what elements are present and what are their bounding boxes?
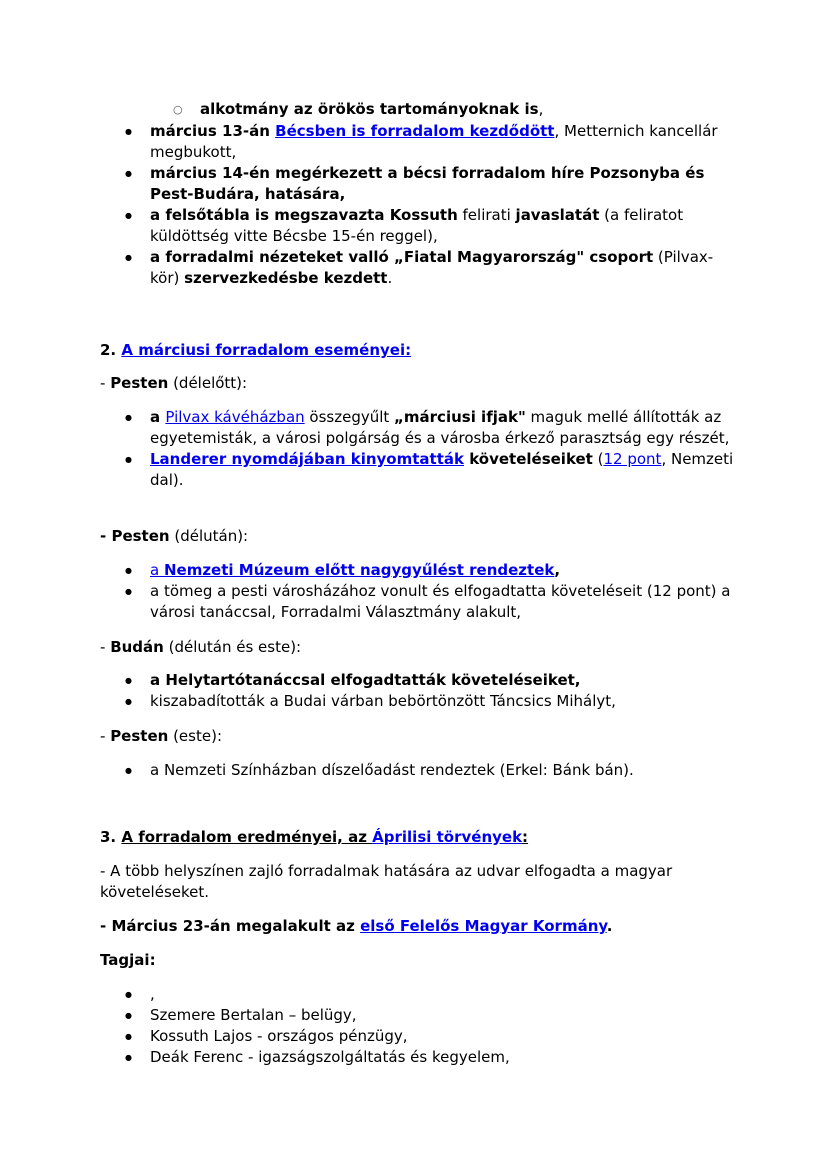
bullet-icon: ● [125, 587, 132, 596]
paragraph-government: - Március 23-án megalakult az első Felelős Magyar Kormány. [100, 917, 613, 935]
bullet-icon: ● [125, 455, 132, 464]
circle-bullet-icon: ○ [173, 103, 183, 116]
buda-label: - Budán (délután és este): [100, 638, 302, 656]
buda-list [125, 670, 740, 712]
members-list [125, 984, 740, 1068]
pest-afternoon-label: - Pesten (délután): [100, 527, 249, 545]
bullet-icon: ● [125, 676, 132, 685]
list-item: ● Landerer nyomdájában kinyomtatták követeléseiket (12 pont, Nemzeti dal). [125, 450, 734, 489]
list-item: ● a Helytartótanáccsal elfogadtatták követeléseiket, [125, 671, 581, 689]
list-item: ● , [125, 985, 155, 1003]
list-item: ● kiszabadították a Budai várban bebörtönzött Táncsics Mihályt, [125, 692, 616, 710]
list-item: ● Kossuth Lajos - országos pénzügy, [125, 1027, 408, 1045]
link-12-pont[interactable]: 12 pont [603, 450, 662, 468]
section-3-heading: 3. A forradalom eredményei, az Áprilisi törvények: [100, 828, 529, 846]
intro-list [125, 121, 740, 289]
bullet-icon: ● [125, 1011, 132, 1020]
paragraph: - A több helyszínen zajló forradalmak hatására az udvar elfogadta a magyar követeléseket. [100, 862, 673, 901]
bullet-icon: ● [125, 1032, 132, 1041]
link-marciusi-forradalom[interactable]: A márciusi forradalom eseményei: [121, 341, 412, 359]
bullet-icon: ● [125, 1053, 132, 1062]
pest-evening-label: - Pesten (este): [100, 727, 222, 745]
pest-afternoon-list [125, 560, 740, 623]
list-item: ● Deák Ferenc - igazságszolgáltatás és kegyelem, [125, 1048, 510, 1066]
members-label: Tagjai: [100, 951, 156, 969]
link-nemzeti-muzeum[interactable]: Nemzeti Múzeum előtt nagygyűlést rendeztek [163, 561, 555, 579]
link-aprilisi-torvenyek[interactable]: Áprilisi törvények [372, 828, 523, 846]
list-item: ● a Pilvax kávéházban összegyűlt „márciusi ifjak" maguk mellé állították az egyetemisták, a városi polgárság és a városba érkező parasztság egy részét, [125, 408, 730, 447]
list-item: ● a Nemzeti Múzeum előtt nagygyűlést rendeztek, [125, 561, 561, 579]
bullet-icon: ● [125, 253, 132, 262]
list-item: ● március 14-én megérkezett a bécsi forradalom híre Pozsonyba és Pest-Budára, hatására, [125, 164, 705, 203]
pest-morning-list [125, 407, 740, 491]
bullet-icon: ● [125, 766, 132, 775]
list-item: ● Szemere Bertalan – belügy, [125, 1006, 357, 1024]
link-felelos-kormany[interactable]: első Felelős Magyar Kormány [360, 917, 607, 935]
bullet-icon: ● [125, 566, 132, 575]
link-landerer[interactable]: Landerer nyomdájában kinyomtatták [150, 450, 464, 468]
bullet-icon: ● [125, 169, 132, 178]
list-item: ● március 13-án Bécsben is forradalom kezdődött, Metternich kancellár megbukott, [125, 122, 718, 161]
link-becs-forradalom[interactable]: Bécsben is forradalom kezdődött [275, 122, 555, 140]
pest-morning-label: - Pesten (délelőtt): [100, 374, 248, 392]
bullet-icon: ● [125, 127, 132, 136]
list-item: ● a tömeg a pesti városházához vonult és elfogadtatta követeléseit (12 pont) a városi tanáccsal, Forradalmi Választmány alakult, [125, 582, 731, 621]
list-item: ● a felsőtábla is megszavazta Kossuth felirati javaslatát (a feliratot küldöttség vitte Bécsbe 15-én reggel), [125, 206, 684, 245]
list-item: ● a Nemzeti Színházban díszelőadást rendeztek (Erkel: Bánk bán). [125, 761, 634, 779]
bullet-icon: ● [125, 697, 132, 706]
sub-list-item: ○ alkotmány az örökös tartományoknak is, [173, 100, 544, 118]
bullet-icon: ● [125, 990, 132, 999]
pest-evening-list [125, 760, 740, 781]
link-pilvax[interactable]: Pilvax kávéházban [165, 408, 305, 426]
list-item: ● a forradalmi nézeteket valló „Fiatal Magyarország" csoport (Pilvax-kör) szervezkedésbe kezdett. [125, 248, 714, 287]
bullet-icon: ● [125, 413, 132, 422]
section-2-heading: 2. A márciusi forradalom eseményei: [100, 341, 412, 359]
bullet-icon: ● [125, 211, 132, 220]
